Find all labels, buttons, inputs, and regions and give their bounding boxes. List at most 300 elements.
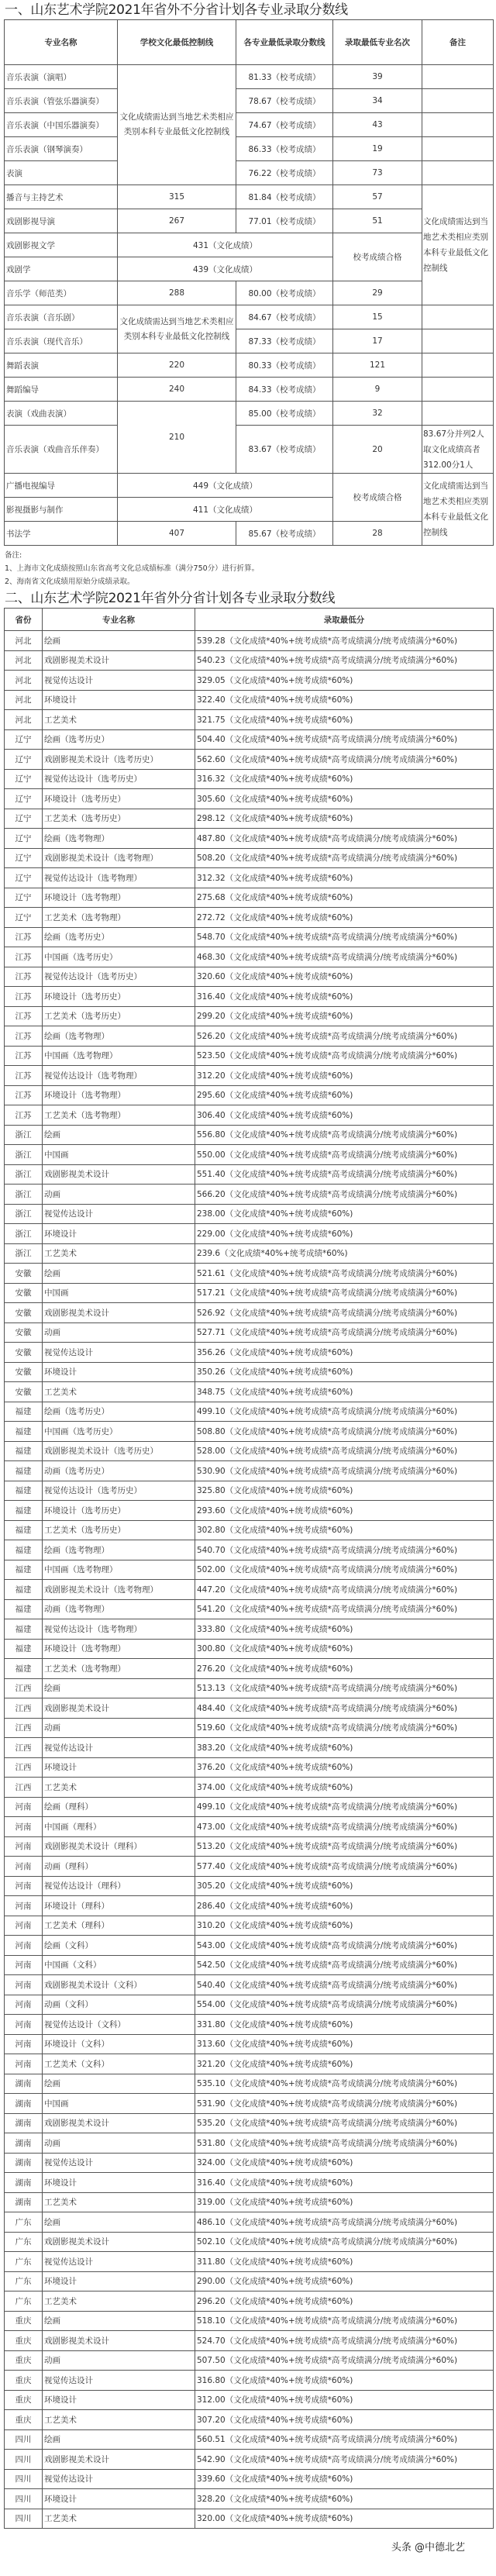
min-score-cell	[195, 1243, 494, 1264]
province-cell: 辽宁	[5, 848, 43, 868]
province-cell: 广东	[5, 2292, 43, 2312]
note-cell	[422, 305, 494, 329]
min-score-cell	[195, 2489, 494, 2509]
table-row	[5, 185, 494, 209]
min-score-cell	[195, 2034, 494, 2054]
rank-cell: 57	[333, 185, 422, 209]
province-cell: 安徽	[5, 1283, 43, 1303]
rank-cell: 15	[333, 305, 422, 329]
major-cell: 戏剧影视美术设计（选考物理）	[43, 1580, 195, 1600]
min-score-cell	[195, 690, 494, 710]
score-value: 302.80	[197, 1526, 226, 1536]
min-score-cell	[195, 888, 494, 908]
culture-cell-merged: 文化成绩需达到当地艺术类相应类别本科专业最低文化控制线	[118, 305, 236, 353]
score-value: 312.32	[197, 873, 226, 883]
score-value: 325.80	[197, 1486, 226, 1496]
score-formula: （文化成绩*40%+统考成绩*高考成绩满分/统考成绩满分*60%)	[225, 933, 458, 943]
major-cell: 戏剧影视美术设计	[43, 1698, 195, 1719]
major-cell: 戏剧影视美术设计（选考历史）	[43, 1441, 195, 1461]
major-cell: 环境设计	[43, 2271, 195, 2292]
province-cell: 安徽	[5, 1382, 43, 1402]
table-row	[5, 1382, 494, 1402]
score-formula: （文化成绩*40%+统考成绩*60%)	[225, 1644, 353, 1654]
province-cell: 福建	[5, 1481, 43, 1501]
table-row	[5, 329, 494, 353]
province-cell: 江西	[5, 1757, 43, 1778]
score-formula: （文化成绩*40%+统考成绩*高考成绩满分/统考成绩满分*60%)	[225, 1545, 458, 1555]
score-cell: 83.67（校考成绩）	[236, 426, 333, 474]
score-value: 521.61	[197, 1268, 226, 1278]
score-formula: （文化成绩*40%+统考成绩*高考成绩满分/统考成绩满分*60%)	[225, 656, 458, 666]
major-cell: 环境设计（选考物理）	[43, 1085, 195, 1105]
score-formula: （文化成绩*40%+统考成绩*60%)	[225, 1110, 353, 1120]
score-formula: （文化成绩*40%+统考成绩*60%)	[225, 1901, 353, 1911]
province-cell: 河南	[5, 1836, 43, 1857]
score-formula: （文化成绩*40%+统考成绩*60%)	[225, 2474, 353, 2485]
major-cell: 视觉传达设计（选考历史）	[43, 967, 195, 987]
province-cell: 辽宁	[5, 888, 43, 908]
major-cell: 影视摄影与制作	[5, 498, 118, 522]
min-score-cell	[195, 2094, 494, 2114]
province-cell: 福建	[5, 1441, 43, 1461]
culture-cell: 315	[118, 185, 236, 209]
min-score-cell	[195, 1382, 494, 1402]
score-cell: 81.33（校考成绩）	[236, 65, 333, 89]
min-score-cell	[195, 1836, 494, 1857]
province-cell: 辽宁	[5, 789, 43, 809]
major-cell: 环境设计	[43, 2390, 195, 2410]
table-row	[5, 2074, 494, 2094]
province-cell: 江西	[5, 1678, 43, 1698]
rank-cell: 32	[333, 402, 422, 426]
table-row	[5, 1599, 494, 1619]
major-cell: 绘画（选考历史）	[43, 729, 195, 750]
score-formula: （文化成绩*40%+统考成绩*60%)	[225, 1209, 353, 1219]
header-min-rank: 录取最低专业名次	[333, 20, 422, 65]
min-score-cell	[195, 2133, 494, 2154]
min-score-cell	[195, 1520, 494, 1540]
score-value: 502.10	[197, 2237, 226, 2247]
province-cell: 辽宁	[5, 729, 43, 750]
score-value: 306.40	[197, 1110, 226, 1120]
notes-label: 备注:	[5, 551, 22, 560]
table-row	[5, 1145, 494, 1165]
section-2-title: 二、山东艺术学院2021年省外分省计划各专业录取分数线	[5, 591, 336, 606]
table-row	[5, 2034, 494, 2054]
min-score-cell	[195, 1599, 494, 1619]
score-cell: 87.33（校考成绩）	[236, 329, 333, 353]
rank-cell: 29	[333, 281, 422, 305]
province-cell: 江苏	[5, 1105, 43, 1126]
min-score-cell	[195, 829, 494, 849]
score-formula: （文化成绩*40%+统考成绩*高考成绩满分/统考成绩满分*60%)	[225, 833, 458, 843]
table-row	[5, 829, 494, 849]
min-score-cell	[195, 1659, 494, 1679]
province-cell: 重庆	[5, 2350, 43, 2371]
table-row	[5, 1540, 494, 1560]
score-formula: （文化成绩*40%+统考成绩*高考成绩满分/统考成绩满分*60%)	[225, 1822, 458, 1832]
score-formula: （文化成绩*40%+统考成绩*高考成绩满分/统考成绩满分*60%)	[225, 1170, 458, 1180]
score-cell: 84.67（校考成绩）	[236, 305, 333, 329]
min-score-cell	[195, 2232, 494, 2252]
min-score-cell	[195, 2350, 494, 2371]
score-value: 356.26	[197, 1347, 226, 1357]
table-row	[5, 1046, 494, 1066]
province-cell: 辽宁	[5, 750, 43, 770]
table-row	[5, 353, 494, 378]
province-cell: 福建	[5, 1501, 43, 1521]
table-row	[5, 1185, 494, 1205]
table-row	[5, 1896, 494, 1916]
major-cell: 音乐表演（演唱）	[5, 65, 118, 89]
score-formula: （文化成绩*40%+统考成绩*60%)	[225, 774, 353, 785]
province-cell: 福建	[5, 1402, 43, 1422]
score-formula: （文化成绩*40%+统考成绩*高考成绩满分/统考成绩满分*60%)	[225, 1585, 458, 1595]
score-formula: （文化成绩*40%+统考成绩*60%)	[225, 1881, 353, 1891]
major-cell: 工艺美术（选考物理）	[43, 1105, 195, 1126]
min-score-cell	[195, 1185, 494, 1205]
note-cell-merged: 文化成绩需达到当地艺术类相应类别本科专业最低文化控制线	[422, 474, 494, 546]
table-row	[5, 209, 494, 233]
score-formula: （文化成绩*40%+统考成绩*高考成绩满分/统考成绩满分*60%)	[225, 735, 458, 745]
min-score-cell	[195, 1145, 494, 1165]
min-score-cell	[195, 1283, 494, 1303]
table-row	[5, 113, 494, 137]
score-value: 229.00	[197, 1229, 226, 1239]
min-score-cell	[195, 650, 494, 671]
score-value: 272.72	[197, 912, 226, 922]
header-note: 备注	[422, 20, 494, 65]
province-cell: 江苏	[5, 1046, 43, 1066]
score-formula: （文化成绩*40%+统考成绩*高考成绩满分/统考成绩满分*60%)	[225, 2336, 458, 2346]
rank-cell: 43	[333, 113, 422, 137]
province-cell: 江苏	[5, 1085, 43, 1105]
major-cell: 动画（选考历史）	[43, 1461, 195, 1481]
score-formula: （文化成绩*40%+统考成绩*高考成绩满分/统考成绩满分*60%)	[225, 1288, 458, 1298]
min-score-cell	[195, 2212, 494, 2233]
min-score-cell	[195, 2429, 494, 2450]
min-score-cell	[195, 1936, 494, 1956]
table-row	[5, 2153, 494, 2173]
major-cell: 环境设计	[43, 1224, 195, 1244]
table-row	[5, 1501, 494, 1521]
score-formula: （文化成绩*40%+统考成绩*高考成绩满分/统考成绩满分*60%)	[225, 2217, 458, 2227]
min-score-cell	[195, 1580, 494, 1600]
score-value: 319.00	[197, 2198, 226, 2208]
province-cell: 辽宁	[5, 908, 43, 928]
major-cell: 工艺美术（文科）	[43, 2054, 195, 2074]
province-cell: 湖南	[5, 2153, 43, 2173]
score-formula: （文化成绩*40%+统考成绩*高考成绩满分/统考成绩满分*60%)	[225, 2435, 458, 2445]
table-row	[5, 1006, 494, 1026]
min-score-cell	[195, 1006, 494, 1026]
province-cell: 重庆	[5, 2390, 43, 2410]
score-value: 320.60	[197, 972, 226, 982]
culture-cell: 288	[118, 281, 236, 305]
major-cell: 工艺美术	[43, 1778, 195, 1798]
province-cell: 安徽	[5, 1343, 43, 1363]
score-formula: （文化成绩*40%+统考成绩*60%)	[225, 794, 353, 804]
province-cell: 江西	[5, 1738, 43, 1758]
score-formula: （文化成绩*40%+统考成绩*60%)	[225, 2040, 353, 2050]
score-formula: （文化成绩*40%+统考成绩*60%)	[225, 1229, 353, 1239]
major-cell: 工艺美术（理科）	[43, 1916, 195, 1936]
score-value: 528.00	[197, 1447, 226, 1457]
table-row	[5, 426, 494, 474]
rank-cell-merged: 校考成绩合格	[333, 474, 422, 522]
table-row	[5, 1520, 494, 1540]
province-cell: 重庆	[5, 2371, 43, 2391]
score-formula: （文化成绩*40%+统考成绩*60%)	[225, 1012, 353, 1022]
score-formula: （文化成绩*40%+统考成绩*60%)	[225, 1091, 353, 1101]
table-row	[5, 522, 494, 546]
score-formula: （文化成绩*40%+统考成绩*高考成绩满分/统考成绩满分*60%)	[225, 1328, 458, 1338]
province-cell: 重庆	[5, 2311, 43, 2331]
major-cell: 表演（戏曲表演）	[5, 402, 118, 426]
min-score-cell	[195, 1085, 494, 1105]
score-value: 543.00	[197, 1940, 226, 1950]
major-cell: 音乐表演（中国乐器演奏）	[5, 113, 118, 137]
province-cell: 河北	[5, 710, 43, 730]
min-score-cell	[195, 1303, 494, 1323]
province-cell: 河南	[5, 1817, 43, 1837]
table-row	[5, 2331, 494, 2351]
rank-cell: 17	[333, 329, 422, 353]
province-cell: 福建	[5, 1599, 43, 1619]
score-formula: （文化成绩*40%+统考成绩*高考成绩满分/统考成绩满分*60%)	[225, 1703, 458, 1713]
province-cell: 四川	[5, 2509, 43, 2529]
province-cell: 福建	[5, 1580, 43, 1600]
score-formula: （文化成绩*40%+统考成绩*60%)	[225, 912, 353, 922]
min-score-cell	[195, 927, 494, 947]
score-formula: （文化成绩*40%+统考成绩*60%)	[225, 1921, 353, 1931]
min-score-cell	[195, 729, 494, 750]
note-cell	[422, 161, 494, 185]
score-formula: （文化成绩*40%+统考成绩*高考成绩满分/统考成绩满分*60%)	[225, 636, 458, 646]
score-formula: （文化成绩*40%+统考成绩*60%)	[225, 715, 353, 725]
table-row	[5, 888, 494, 908]
score-value: 447.20	[197, 1585, 226, 1595]
major-cell: 动画	[43, 2133, 195, 2154]
score-value: 305.20	[197, 1881, 226, 1891]
score-value: 328.20	[197, 2494, 226, 2504]
score-value: 313.60	[197, 2040, 226, 2050]
major-cell: 视觉传达设计	[43, 671, 195, 691]
score-formula: （文化成绩*40%+统考成绩*60%)	[225, 2415, 353, 2425]
note-cell: 83.67分并列2人取文化成绩高者312.00分1人	[422, 426, 494, 474]
major-cell: 工艺美术（选考物理）	[43, 1659, 195, 1679]
table-row	[5, 690, 494, 710]
section-1-title: 一、山东艺术学院2021年省外不分省计划各专业录取分数线	[5, 2, 348, 18]
score-formula: （文化成绩*40%+统考成绩*高考成绩满分/统考成绩满分*60%)	[225, 1684, 458, 1694]
score-formula: （文化成绩*40%+统考成绩*60%)	[225, 1782, 353, 1792]
province-cell: 河南	[5, 1797, 43, 1817]
major-cell: 音乐表演（管弦乐器演奏）	[5, 89, 118, 113]
min-score-cell	[195, 1639, 494, 1659]
score-value: 526.92	[197, 1308, 226, 1318]
min-score-cell	[195, 809, 494, 829]
table-row	[5, 1243, 494, 1264]
score-value: 548.70	[197, 933, 226, 943]
culture-cell: 240	[118, 378, 236, 402]
culture-score-merged-cell: 411（文化成绩）	[118, 498, 333, 522]
score-value: 531.80	[197, 2138, 226, 2148]
header-major: 专业名称	[5, 20, 118, 65]
major-cell: 中国画（文科）	[43, 1955, 195, 1975]
table-row	[5, 750, 494, 770]
score-formula: （文化成绩*40%+统考成绩*60%)	[225, 1071, 353, 1081]
province-cell: 江苏	[5, 927, 43, 947]
major-cell: 绘画（选考物理）	[43, 1540, 195, 1560]
table-row	[5, 2450, 494, 2470]
major-cell: 戏剧影视美术设计	[43, 650, 195, 671]
province-cell: 河南	[5, 2015, 43, 2035]
major-cell: 动画	[43, 2350, 195, 2371]
province-cell: 四川	[5, 2429, 43, 2450]
score-value: 499.10	[197, 1407, 226, 1417]
score-formula: （文化成绩*40%+统考成绩*高考成绩满分/统考成绩满分*60%)	[225, 853, 458, 864]
score-formula: （文化成绩*40%+统考成绩*高考成绩满分/统考成绩满分*60%)	[225, 754, 458, 764]
score-formula: （文化成绩*40%+统考成绩*60%)	[225, 1367, 353, 1378]
min-score-cell	[195, 1105, 494, 1126]
score-formula: （文化成绩*40%+统考成绩*高考成绩满分/统考成绩满分*60%)	[225, 1268, 458, 1278]
table-row	[5, 1560, 494, 1580]
score-value: 316.32	[197, 774, 226, 785]
score-formula: （文化成绩*40%+统考成绩*60%)	[225, 1387, 353, 1397]
table-row	[5, 1402, 494, 1422]
province-cell: 安徽	[5, 1303, 43, 1323]
major-cell: 戏剧影视美术设计	[43, 2331, 195, 2351]
min-score-cell	[195, 1402, 494, 1422]
score-value: 531.90	[197, 2098, 226, 2109]
table-row	[5, 1975, 494, 1995]
province-cell: 福建	[5, 1520, 43, 1540]
table-row	[5, 1936, 494, 1956]
major-cell: 戏剧影视美术设计	[43, 1164, 195, 1185]
major-cell: 环境设计	[43, 2173, 195, 2193]
table-row	[5, 233, 494, 257]
score-value: 502.00	[197, 1565, 226, 1575]
province-cell: 浙江	[5, 1164, 43, 1185]
score-formula: （文化成绩*40%+统考成绩*60%)	[225, 2375, 353, 2385]
rank-cell: 121	[333, 353, 422, 378]
table-row	[5, 2489, 494, 2509]
min-score-cell	[195, 2173, 494, 2193]
rank-cell-merged: 校考成绩合格	[333, 233, 422, 281]
score-value: 550.00	[197, 1150, 226, 1160]
major-cell: 音乐学（师范类）	[5, 281, 118, 305]
score-cell: 77.01（校考成绩）	[236, 209, 333, 233]
rank-cell: 73	[333, 161, 422, 185]
major-cell: 音乐表演（钢琴演奏）	[5, 137, 118, 161]
non-provincial-admission-table	[4, 19, 494, 546]
min-score-cell	[195, 1757, 494, 1778]
major-cell: 音乐表演（现代音乐）	[5, 329, 118, 353]
score-value: 333.80	[197, 1624, 226, 1634]
min-score-cell	[195, 750, 494, 770]
table-row	[5, 1461, 494, 1481]
table-row	[5, 2232, 494, 2252]
culture-cell-merged: 210	[118, 402, 236, 474]
major-cell: 工艺美术	[43, 2192, 195, 2212]
score-formula: （文化成绩*40%+统考成绩*60%)	[225, 1624, 353, 1634]
major-cell: 视觉传达设计（选考历史）	[43, 769, 195, 789]
major-cell: 视觉传达设计	[43, 1738, 195, 1758]
min-score-cell	[195, 2390, 494, 2410]
table-row	[5, 1204, 494, 1224]
score-cell: 78.67（校考成绩）	[236, 89, 333, 113]
score-formula: （文化成绩*40%+统考成绩*高考成绩满分/统考成绩满分*60%)	[225, 1861, 458, 1871]
score-value: 468.30	[197, 952, 226, 962]
table-row	[5, 927, 494, 947]
table-row	[5, 2113, 494, 2133]
score-formula: （文化成绩*40%+统考成绩*60%)	[225, 1505, 353, 1516]
score-value: 310.20	[197, 1921, 226, 1931]
province-cell: 湖南	[5, 2074, 43, 2094]
province-cell: 浙江	[5, 1204, 43, 1224]
province-cell: 福建	[5, 1422, 43, 1442]
note-cell	[422, 329, 494, 353]
table-row	[5, 729, 494, 750]
rank-cell: 28	[333, 522, 422, 546]
table-row	[5, 305, 494, 329]
province-cell: 河南	[5, 1936, 43, 1956]
table-row	[5, 947, 494, 967]
province-cell: 四川	[5, 2469, 43, 2489]
major-cell: 工艺美术	[43, 2509, 195, 2529]
score-formula: （文化成绩*40%+统考成绩*高考成绩满分/统考成绩满分*60%)	[225, 2000, 458, 2010]
score-value: 320.00	[197, 2514, 226, 2524]
min-score-cell	[195, 2153, 494, 2173]
major-cell: 工艺美术	[43, 2410, 195, 2430]
score-formula: （文化成绩*40%+统考成绩*高考成绩满分/统考成绩满分*60%)	[225, 1426, 458, 1436]
table-row	[5, 1283, 494, 1303]
major-cell: 戏剧影视美术设计（理科）	[43, 1836, 195, 1857]
table-row	[5, 789, 494, 809]
score-value: 523.50	[197, 1051, 226, 1061]
score-value: 540.70	[197, 1545, 226, 1555]
note-cell	[422, 89, 494, 113]
min-score-cell	[195, 1896, 494, 1916]
score-value: 295.60	[197, 1091, 226, 1101]
score-value: 298.12	[197, 814, 226, 824]
table-row	[5, 1955, 494, 1975]
major-cell: 工艺美术（选考历史）	[43, 1520, 195, 1540]
table-row	[5, 1659, 494, 1679]
table-row	[5, 1836, 494, 1857]
score-formula: （文化成绩*40%+统考成绩*高考成绩满分/统考成绩满分*60%)	[225, 1130, 458, 1140]
min-score-cell	[195, 2410, 494, 2430]
min-score-cell	[195, 2509, 494, 2529]
table-row	[5, 2212, 494, 2233]
score-formula: （文化成绩*40%+统考成绩*高考成绩满分/统考成绩满分*60%)	[225, 1407, 458, 1417]
min-score-cell	[195, 1026, 494, 1047]
min-score-cell	[195, 1224, 494, 1244]
score-value: 305.60	[197, 794, 226, 804]
score-value: 275.68	[197, 893, 226, 903]
score-value: 542.90	[197, 2454, 226, 2464]
table-row	[5, 2015, 494, 2035]
major-cell: 环境设计	[43, 1757, 195, 1778]
province-cell: 福建	[5, 1560, 43, 1580]
min-score-cell	[195, 1362, 494, 1382]
min-score-cell	[195, 2113, 494, 2133]
score-formula: （文化成绩*40%+统考成绩*高考成绩满分/统考成绩满分*60%)	[225, 1605, 458, 1615]
min-score-cell	[195, 1066, 494, 1086]
score-formula: （文化成绩*40%+统考成绩*60%)	[225, 695, 353, 705]
rank-cell: 9	[333, 378, 422, 402]
score-value: 541.20	[197, 1605, 226, 1615]
